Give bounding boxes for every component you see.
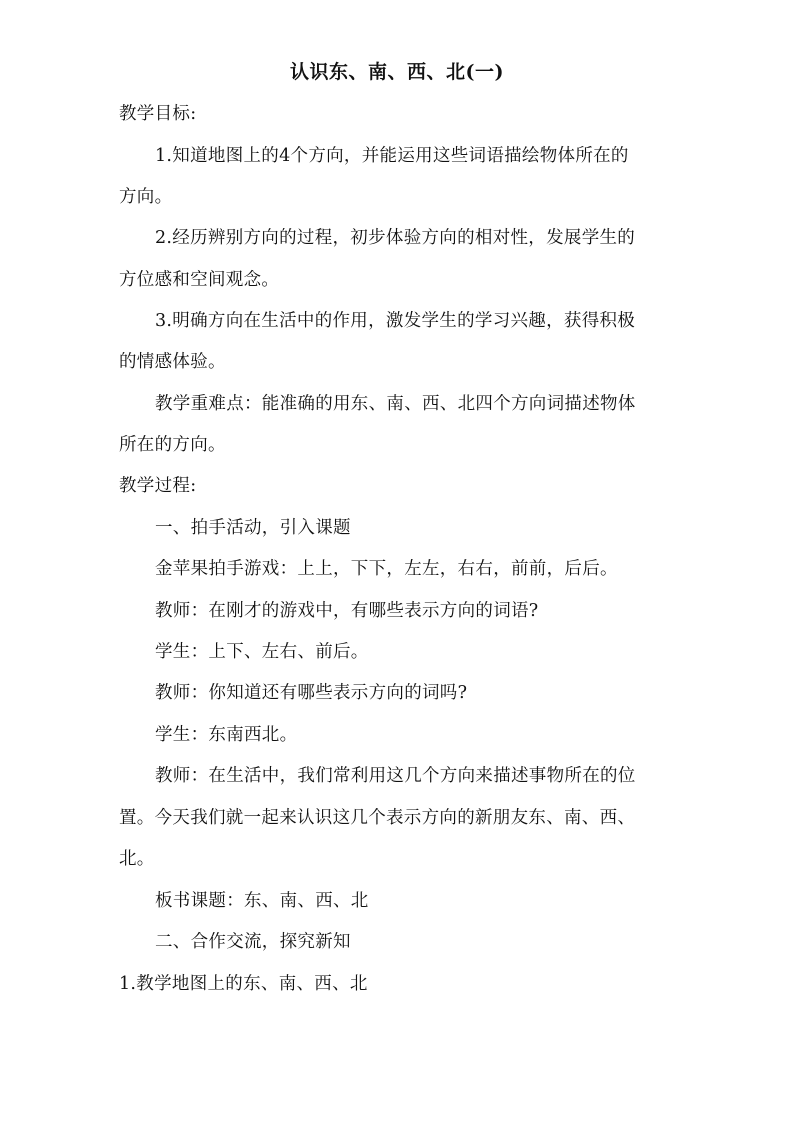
section-heading-process: 教学过程: — [119, 476, 197, 496]
paragraph-line: 的情感体验。 — [119, 352, 226, 372]
paragraph-line: 学生：东南西北。 — [155, 725, 298, 745]
paragraph-line: 北。 — [119, 849, 155, 869]
paragraph-line: 二、合作交流，探究新知 — [155, 932, 351, 952]
paragraph-line: 学生：上下、左右、前后。 — [155, 642, 369, 662]
paragraph-line: 2.经历辨别方向的过程，初步体验方向的相对性，发展学生的 — [155, 228, 636, 248]
paragraph-line: 教学重难点：能准确的用东、南、西、北四个方向词描述物体 — [155, 394, 636, 414]
paragraph-line: 板书课题：东、南、西、北 — [155, 891, 369, 911]
paragraph-line: 所在的方向。 — [119, 435, 226, 455]
paragraph-line: 1.知道地图上的4个方向，并能运用这些词语描绘物体所在的 — [155, 146, 629, 166]
paragraph-line: 教师：在刚才的游戏中，有哪些表示方向的词语? — [155, 601, 539, 621]
paragraph-line: 一、拍手活动，引入课题 — [155, 518, 351, 538]
paragraph-line: 教师：你知道还有哪些表示方向的词吗? — [155, 683, 468, 703]
paragraph-line: 方位感和空间观念。 — [119, 270, 280, 290]
paragraph-line: 教师：在生活中，我们常利用这几个方向来描述事物所在的位 — [155, 766, 636, 786]
paragraph-line: 1.教学地图上的东、南、西、北 — [119, 974, 368, 994]
paragraph-line: 方向。 — [119, 187, 173, 207]
paragraph-line: 3.明确方向在生活中的作用，激发学生的学习兴趣，获得积极 — [155, 311, 636, 331]
paragraph-line: 金苹果拍手游戏：上上，下下，左左，右右，前前，后后。 — [155, 559, 618, 579]
paragraph-line: 置。今天我们就一起来认识这几个表示方向的新朋友东、南、西、 — [119, 808, 636, 828]
section-heading-objectives: 教学目标: — [119, 104, 197, 124]
document-title: 认识东、南、西、北(一) — [290, 61, 504, 83]
